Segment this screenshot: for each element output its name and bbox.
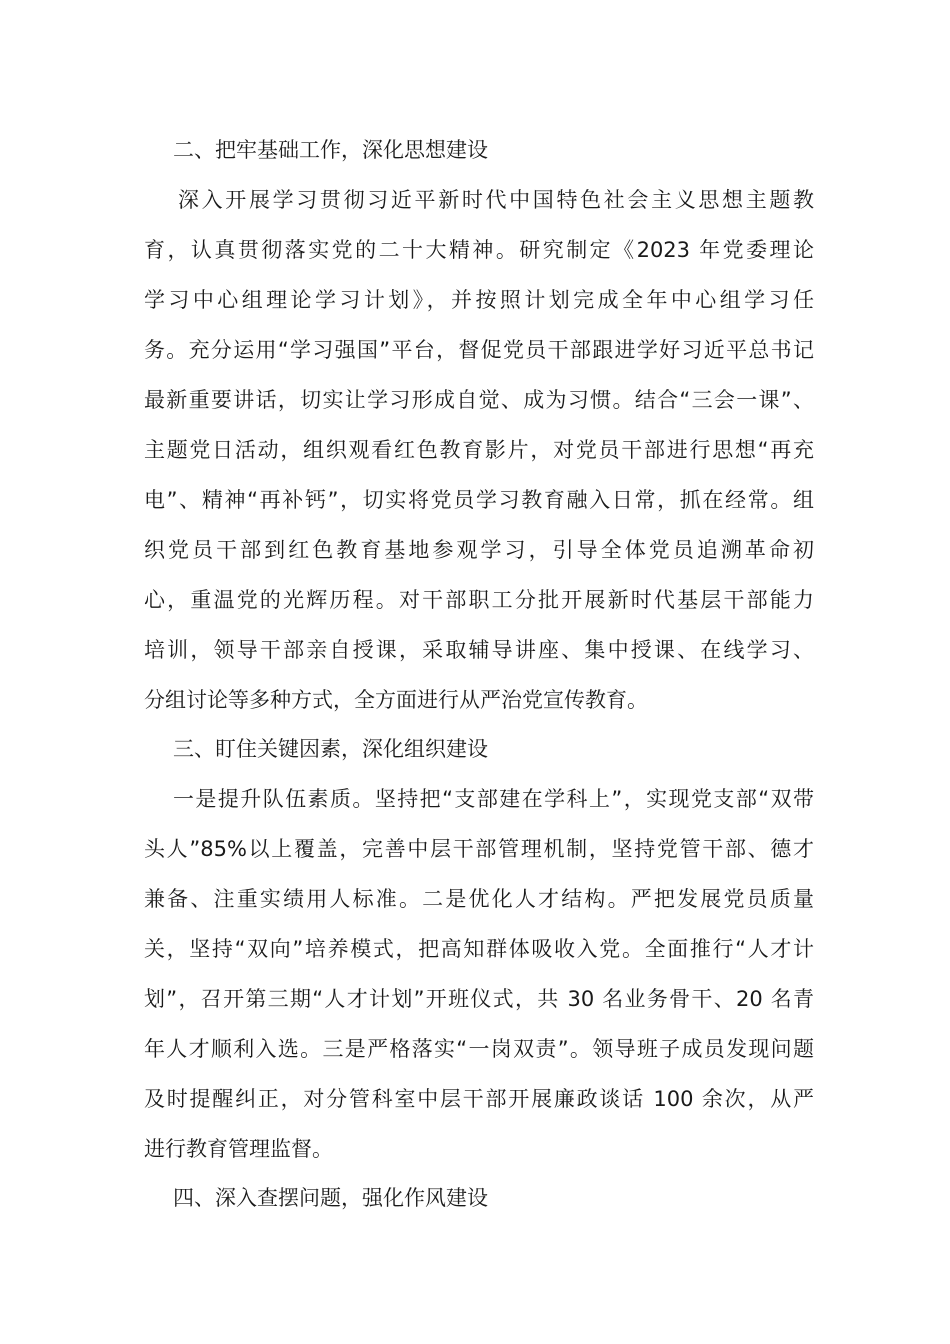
paragraph-line: 育，认真贯彻落实党的二十大精神。研究制定《2023 年党委理论 (144, 238, 814, 262)
paragraph-line: 心，重温党的光辉历程。对干部职工分批开展新时代基层干部能力 (144, 588, 814, 612)
paragraph-line: 培训，领导干部亲自授课，采取辅导讲座、集中授课、在线学习、 (144, 638, 814, 662)
paragraph-line: 主题党日活动，组织观看红色教育影片，对党员干部进行思想“再充 (144, 438, 814, 462)
paragraph-line: 务。充分运用“学习强国”平台，督促党员干部跟进学好习近平总书记 (144, 338, 814, 362)
paragraph-line: 年人才顺利入选。三是严格落实“一岗双责”。领导班子成员发现问题 (144, 1037, 814, 1061)
paragraph-line: 深入开展学习贯彻习近平新时代中国特色社会主义思想主题教 (178, 188, 814, 212)
paragraph-line: 一是提升队伍素质。坚持把“支部建在学科上”，实现党支部“双带 (173, 787, 814, 811)
section-heading-4: 四、深入查摆问题，强化作风建设 (173, 1186, 488, 1210)
paragraph-line: 最新重要讲话，切实让学习形成自觉、成为习惯。结合“三会一课”、 (144, 388, 814, 412)
paragraph-line: 关，坚持“双向”培养模式，把高知群体吸收入党。全面推行“人才计 (144, 937, 814, 961)
paragraph-line: 及时提醒纠正，对分管科室中层干部开展廉政谈话 100 余次，从严 (144, 1087, 814, 1111)
paragraph-line: 分组讨论等多种方式，全方面进行从严治党宣传教育。 (144, 688, 648, 712)
paragraph-line: 头人”85%以上覆盖，完善中层干部管理机制，坚持党管干部、德才 (144, 837, 814, 861)
section-heading-3: 三、盯住关键因素，深化组织建设 (173, 737, 488, 761)
paragraph-line: 划”，召开第三期“人才计划”开班仪式，共 30 名业务骨干、20 名青 (144, 987, 814, 1011)
section-heading-2: 二、把牢基础工作，深化思想建设 (173, 138, 488, 162)
paragraph-line: 电”、精神“再补钙”，切实将党员学习教育融入日常，抓在经常。组 (144, 488, 814, 512)
paragraph-line: 织党员干部到红色教育基地参观学习，引导全体党员追溯革命初 (144, 538, 814, 562)
paragraph-line: 进行教育管理监督。 (144, 1137, 333, 1161)
paragraph-line: 学习中心组理论学习计划》，并按照计划完成全年中心组学习任 (144, 288, 814, 312)
paragraph-line: 兼备、注重实绩用人标准。二是优化人才结构。严把发展党员质量 (144, 887, 814, 911)
